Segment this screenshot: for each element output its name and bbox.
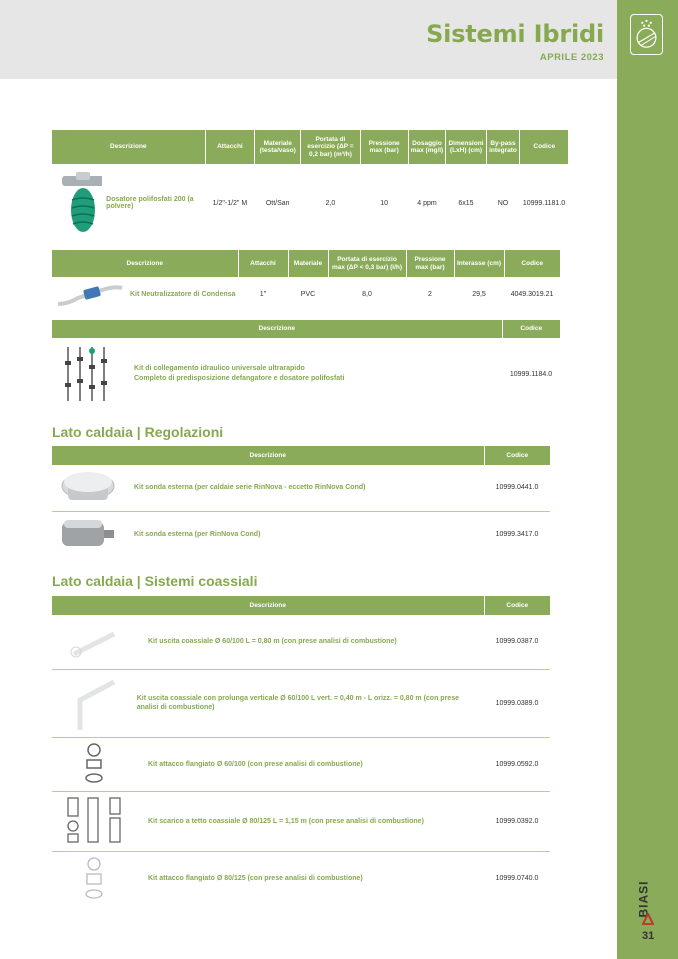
table-row: [52, 851, 550, 905]
product-cell: [52, 737, 484, 791]
table-regolazioni: [52, 446, 550, 557]
col-header: Codice: [484, 596, 550, 615]
cell-pressione: 10: [380, 199, 389, 207]
cell-codice: 10999.1184.0: [509, 370, 553, 378]
cell-codice: 10999.0389.0: [484, 669, 550, 737]
product-description: Kit di collegamento idraulico universale ultrarapido: [134, 365, 305, 373]
dosatore-product-image: [54, 170, 102, 236]
table-row: [52, 164, 568, 242]
brand-name: BIASI: [636, 880, 651, 918]
sonda-esterna-cond-image: [54, 514, 118, 554]
col-header: Pressione max (bar): [406, 250, 454, 277]
uscita-prolunga-image: [54, 672, 123, 734]
col-header: Materiale (testa/vaso): [255, 130, 301, 164]
table-row: [52, 615, 550, 669]
cell-dosaggio: 4 ppm: [417, 199, 437, 207]
table-row: [52, 465, 550, 511]
cell-codice: 10999.1181.0: [522, 199, 566, 207]
table-row: [52, 669, 550, 737]
neutralizzatore-product-image: [54, 282, 126, 308]
cell-attacchi: 1/2"-1/2" M: [212, 199, 248, 207]
cell-codice: 10999.0592.0: [484, 737, 550, 791]
section-title-regolazioni: Lato caldaia | Regolazioni: [52, 424, 224, 440]
sonda-esterna-image: [54, 468, 118, 508]
product-description: Kit sonda esterna (per RinNova Cond): [134, 530, 261, 538]
col-header: Portata di esercizio max (ΔP < 0,3 bar) (l/h): [328, 250, 406, 277]
col-header: Descrizione: [52, 130, 205, 164]
col-header: Codice: [484, 446, 550, 465]
right-side-strip: [617, 0, 678, 959]
product-cell: [52, 338, 502, 410]
product-cell: [52, 465, 484, 511]
kit-collegamento-product-image: [54, 341, 114, 407]
table-coassiali: [52, 596, 550, 905]
scarico-tetto-image: [54, 794, 134, 848]
cell-codice: 10999.3417.0: [495, 530, 539, 538]
category-icon: [630, 14, 663, 55]
product-cell: [52, 615, 484, 669]
table-dosatore: [52, 130, 568, 242]
col-header: Descrizione: [52, 250, 238, 277]
col-header: Dimensioni (LxH) (cm): [446, 130, 486, 164]
cell-dimensioni: 6x15: [458, 199, 474, 207]
product-cell: [52, 851, 484, 905]
cell-codice: 10999.0392.0: [484, 791, 550, 851]
table-row: [52, 338, 560, 410]
col-header: Codice: [502, 320, 560, 338]
product-cell: [52, 669, 484, 737]
cell-materiale: Ott/San: [265, 199, 290, 207]
product-description: Dosatore polifosfati 200 (a polvere): [106, 196, 194, 210]
product-description: Kit attacco flangiato Ø 60/100 (con prese analisi di combustione): [148, 760, 363, 768]
table-row: [52, 277, 560, 312]
table-neutralizzatore: [52, 250, 560, 312]
cell-attacchi: 1": [259, 291, 267, 298]
product-description: Kit sonda esterna (per caldaie serie RinNova - eccetto RinNova Cond): [134, 484, 366, 492]
product-cell: [52, 791, 484, 851]
col-header: Interasse (cm): [454, 250, 504, 277]
brand-triangle-icon: [642, 913, 654, 925]
col-header: Codice: [520, 130, 568, 164]
section-title-coassiali: Lato caldaia | Sistemi coassiali: [52, 573, 258, 589]
col-header: Descrizione: [52, 320, 502, 338]
product-description: Kit scarico a tetto coassiale Ø 80/125 L = 1,15 m (con prese analisi di combustione): [148, 817, 424, 825]
cell-pressione: 2: [428, 291, 432, 298]
col-header: Materiale: [288, 250, 328, 277]
page-subtitle: APRILE 2023: [539, 52, 604, 63]
col-header: Pressione max (bar): [360, 130, 408, 164]
table-row: [52, 737, 550, 791]
col-header: Dosaggio max (mg/l): [408, 130, 446, 164]
cell-interasse: 29,5: [472, 291, 486, 298]
attacco-flangiato-60-image: [54, 740, 134, 788]
table-row: [52, 791, 550, 851]
col-header: Descrizione: [52, 596, 484, 615]
product-cell: [52, 277, 238, 312]
page-number: 31: [642, 930, 655, 942]
col-header: Portata di esercizio (ΔP = 0,2 bar) (m³/h): [301, 130, 361, 164]
cell-codice: 10999.0387.0: [484, 615, 550, 669]
cell-codice: 10999.0441.0: [484, 465, 550, 511]
product-description-line2: Completo di predisposizione defangatore e dosatore polifosfati: [134, 375, 345, 382]
cell-portata: 2,0: [325, 199, 336, 207]
product-description: Kit attacco flangiato Ø 80/125 (con prese analisi di combustione): [148, 874, 363, 882]
cell-bypass: NO: [497, 199, 509, 207]
product-description: Kit uscita coassiale con prolunga verticale Ø 60/100 L vert. = 0,40 m - L orizz. = 0,80 m (con prese analisi di combustione): [136, 694, 459, 711]
col-header: Attacchi: [205, 130, 255, 164]
page-title: Sistemi Ibridi: [426, 20, 604, 48]
col-header: Attacchi: [238, 250, 288, 277]
col-header: Descrizione: [52, 446, 484, 465]
attacco-flangiato-80-image: [54, 854, 134, 902]
table-row: [52, 511, 550, 557]
cell-materiale: PVC: [300, 291, 316, 298]
col-header: By-pass integrato: [486, 130, 520, 164]
table-kit-collegamento: [52, 320, 560, 410]
product-description: Kit uscita coassiale Ø 60/100 L = 0,80 m (con prese analisi di combustione): [148, 638, 397, 646]
product-cell: [52, 164, 205, 242]
uscita-coassiale-image: [54, 622, 134, 662]
product-cell: [52, 511, 484, 557]
cell-portata: 8,0: [362, 291, 372, 298]
product-description: Kit Neutralizzatore di Condensa: [130, 291, 236, 298]
cell-codice: 10999.0740.0: [495, 874, 539, 882]
cell-codice: 4049.3019.21: [510, 291, 554, 298]
strip-corner: [617, 79, 678, 109]
col-header: Codice: [504, 250, 560, 277]
